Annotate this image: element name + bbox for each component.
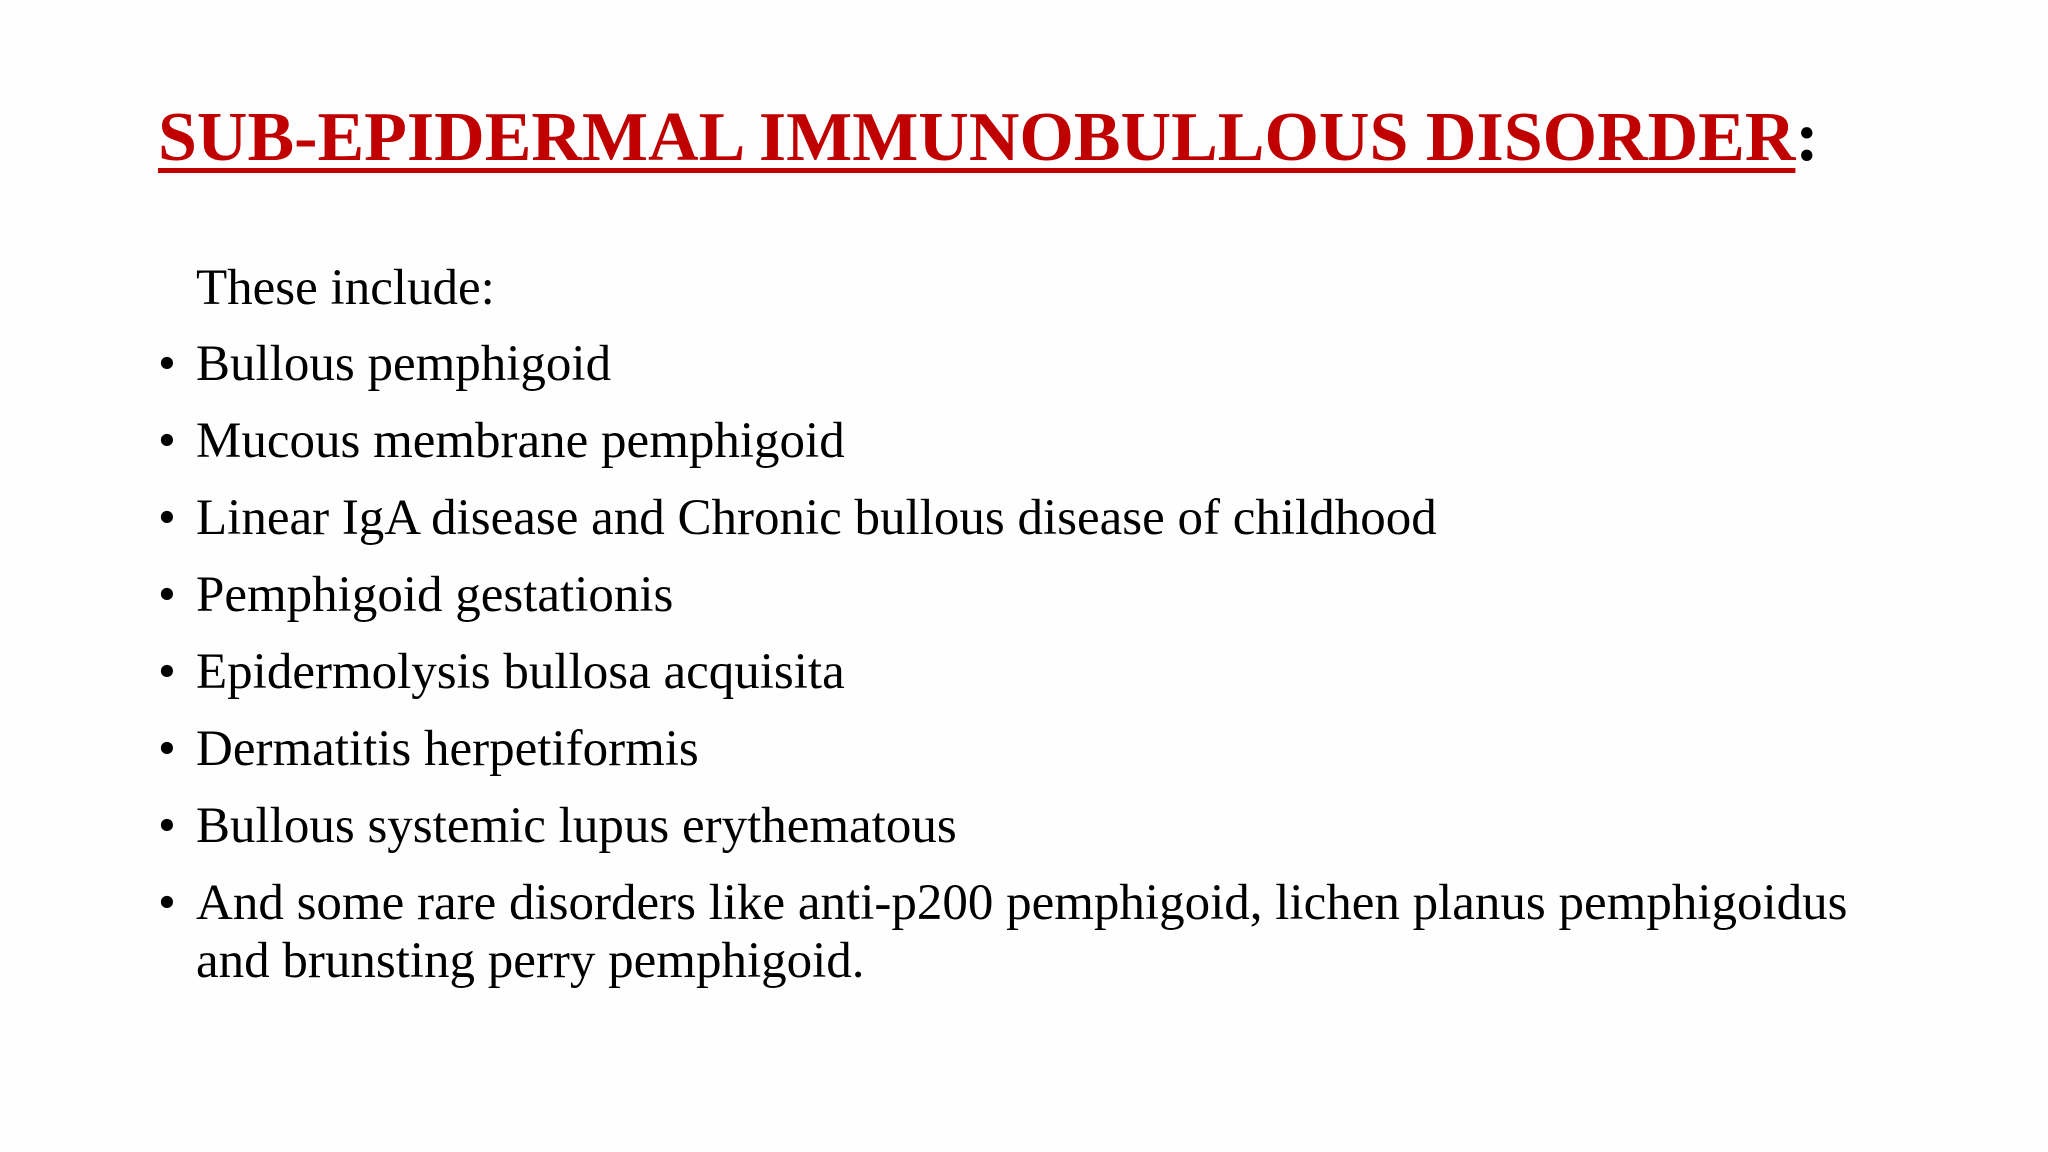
slide-content: [158, 258, 1918, 1009]
slide-title-colon: :: [1795, 99, 1819, 176]
slide-title-text: SUB-EPIDERMAL IMMUNOBULLOUS DISORDER: [158, 99, 1796, 176]
bullet-icon: •: [158, 875, 176, 931]
list-item: [158, 643, 1918, 701]
list-item-text: Dermatitis herpetiformis: [196, 721, 699, 777]
bullet-list: [158, 335, 1918, 990]
intro-text: These include:: [196, 260, 495, 316]
list-item: [158, 566, 1918, 624]
list-item-text: Mucous membrane pemphigoid: [196, 413, 845, 469]
bullet-icon: •: [158, 798, 176, 854]
list-item: [158, 489, 1918, 547]
list-item: [158, 720, 1918, 778]
list-item-text: Epidermolysis bullosa acquisita: [196, 644, 845, 700]
list-item: [158, 335, 1918, 393]
list-item: [158, 412, 1918, 470]
bullet-icon: •: [158, 336, 176, 392]
list-item-text: Pemphigoid gestationis: [196, 567, 674, 623]
list-item: [158, 874, 1918, 990]
bullet-icon: •: [158, 567, 176, 623]
list-item-text: Bullous pemphigoid: [196, 336, 612, 392]
bullet-icon: •: [158, 490, 176, 546]
list-item-text: Bullous systemic lupus erythematous: [196, 798, 957, 854]
bullet-icon: •: [158, 644, 176, 700]
list-item-text: Linear IgA disease and Chronic bullous disease of childhood: [196, 490, 1437, 546]
bullet-icon: •: [158, 413, 176, 469]
list-item: [158, 797, 1918, 855]
slide-title: [158, 96, 1819, 180]
list-item-text: And some rare disorders like anti-p200 pemphigoid, lichen planus pemphigoidus and brunsting perry pemphigoid.: [196, 875, 1848, 989]
bullet-icon: •: [158, 721, 176, 777]
